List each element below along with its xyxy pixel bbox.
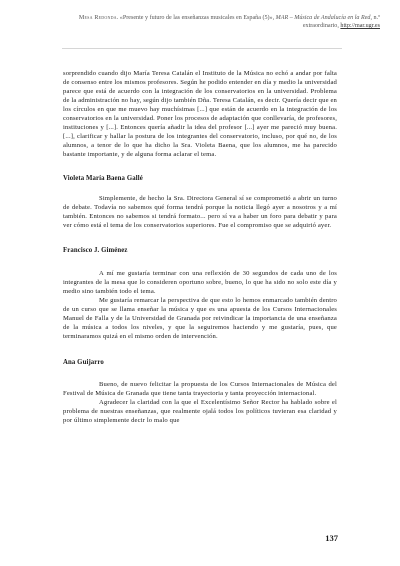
- page-number: 137: [325, 533, 338, 543]
- speaker-name: Violeta María Baena Gallé: [63, 174, 143, 182]
- paragraph: Agradecer la claridad con la que el Excelentísimo Señor Rector ha hablado sobre el problema de nuestras enseñanzas, que realmente ojalá todos los políticos tuvieran esa claridad y por último simplemente decir lo malo que: [63, 398, 337, 424]
- header-citation-part2: , n.º extraordinario,: [302, 15, 380, 30]
- header-divider: [62, 48, 342, 49]
- paragraph: A mí me gustaría terminar con una reflexión de 30 segundos de cada uno de los integrantes de la mesa que lo consideren oportuno sobre, bueno, lo que ha sido no solo este día y medio sino también todo el tema.: [63, 270, 337, 296]
- running-header: [50, 14, 380, 31]
- header-author: Mesa Redonda: [78, 15, 117, 21]
- header-citation-part1: . «Presente y futuro de las enseñanzas musicales en España (5)»,: [116, 15, 276, 21]
- paragraph: Bueno, de nuevo felicitar la propuesta de los Cursos Internacionales de Música del Festival de Música de Granada que tiene tanta trayectoria y tanta proyección internacional.: [63, 380, 337, 397]
- paragraph-continuation: sorprendido cuando dijo María Teresa Catalán el Instituto de la Música no echó a andar por falta de consenso entre los mismos profesores. Según he podido entender en día y medio la universidad parece que está de acuerdo con la integración de los conservatorios en la universidad. Problema de la administración no hay, según dijo también Dña. Teresa Catalán, es decir. Quería decir que en los círculos en que me muevo hay muchísimas [...] que están de acuerdo en la integración de los conservatorios en la universidad. Poner los procesos de adaptación que conllevaría, de profesores, instituciones y [...]. Entonces quería añadir la idea del profesor [...] ayer me pareció muy buena. [...], clarificar y hallar la postura de los integrantes del conservatorio, incluso, por qué no, de los alumnos, a tenor de lo que ha dicho la Sra. Violeta Baena, que los alumnos, me ha parecido bastante importante, y de alguna forma aclarar el tema.: [63, 70, 337, 158]
- speaker-name: Ana Guijarro: [63, 358, 104, 366]
- paragraph: Simplemente, de hecho la Sra. Directora General sí se comprometió a abrir un turno de debate. Todavía no sabemos qué forma tendrá porque la noticia llegó ayer a nosotros y a mí también. Entonces no sabemos si tendrá formato... pero sí va a haber un foro para debatir y para ver cómo está el tema de los conservatorios superiores. Fue el compromiso que se adquirió ayer.: [63, 195, 337, 230]
- header-journal: MAR – Música de Andalucía en la Red: [275, 15, 371, 21]
- transcript-body: [63, 70, 337, 426]
- speaker-name: Francisco J. Giménez: [63, 247, 128, 255]
- header-url-link[interactable]: http://mar.ugr.es: [340, 23, 380, 30]
- paragraph: Me gustaría remarcar la perspectiva de que esto lo hemos enmarcado también dentro de un curso que se llama enseñar la música y que es una apuesta de los Cursos Internacionales Manuel de Falla y de la Universidad de Granada por reivindicar la importancia de una enseñanza de la música a todos los niveles, y que la seguiremos haciendo y me gustaría, pues, que terminaramos quizá en el mismo orden de intervención.: [63, 297, 337, 340]
